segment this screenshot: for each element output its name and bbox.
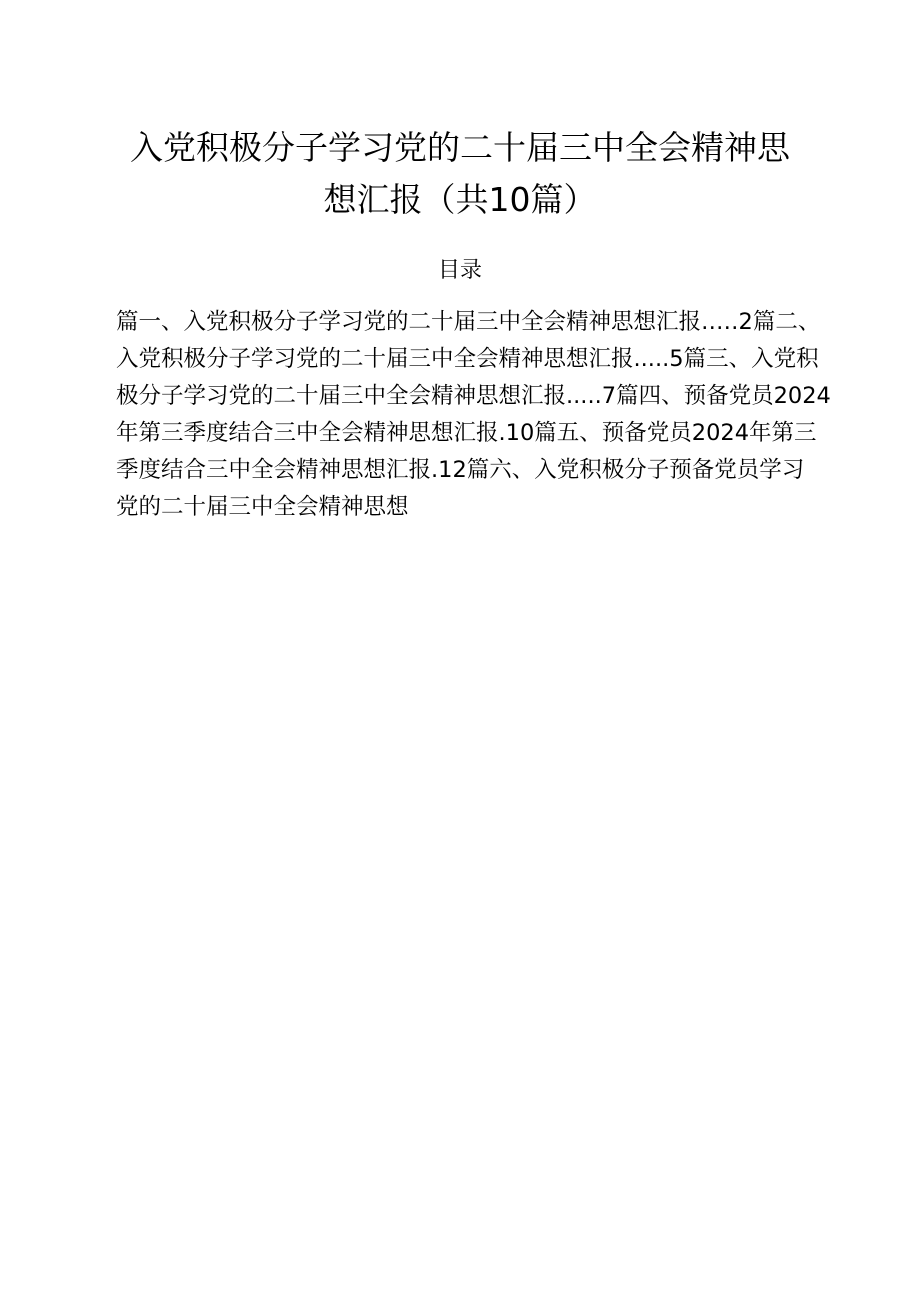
toc-line: 极分子学习党的二十届三中全会精神思想汇报.....7篇四、预备党员2024: [116, 383, 831, 409]
toc-line: 党的二十届三中全会精神思想: [116, 494, 409, 520]
document-title: [110, 122, 810, 226]
toc-line: 季度结合三中全会精神思想汇报.12篇六、入党积极分子预备党员学习: [116, 457, 805, 483]
title-line-2: 想汇报（共10篇）: [323, 180, 597, 219]
toc-line: 年第三季度结合三中全会精神思想汇报.10篇五、预备党员2024年第三: [116, 420, 817, 446]
toc-line: 篇一、入党积极分子学习党的二十届三中全会精神思想汇报…‥2篇二、: [116, 309, 821, 335]
table-of-contents: [116, 304, 836, 526]
toc-heading: 目录: [437, 258, 482, 283]
title-line-1: 入党积极分子学习党的二十届三中全会精神思: [130, 128, 790, 167]
toc-line: 入党积极分子学习党的二十届三中全会精神思想汇报.....5篇三、入党积: [116, 346, 819, 372]
